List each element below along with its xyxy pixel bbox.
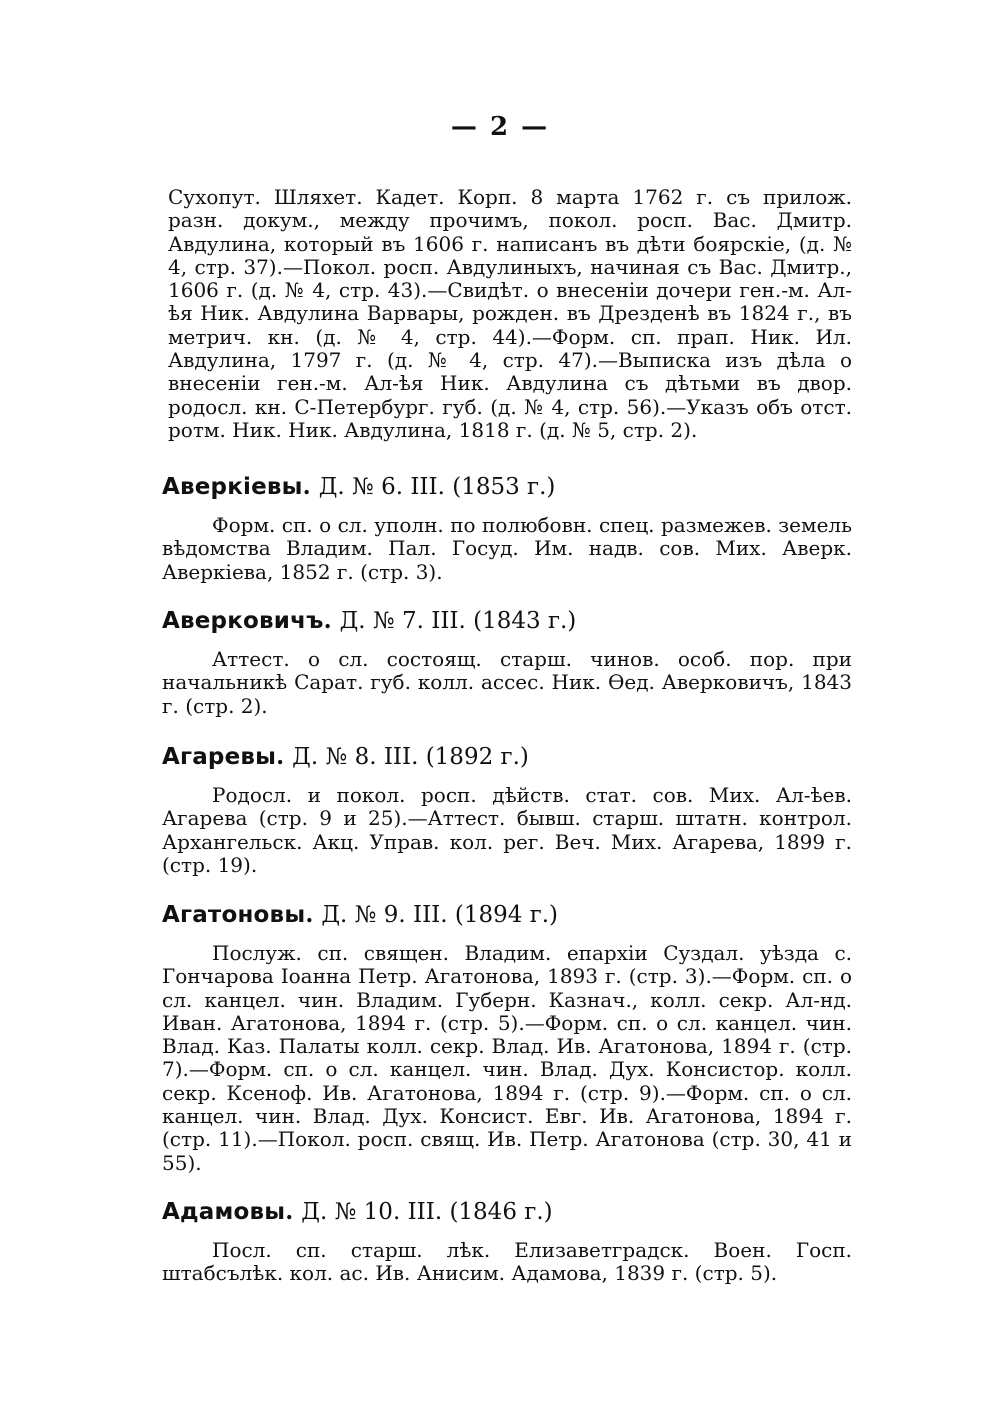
entry-heading: Агаревы. Д. № 8. III. (1892 г.) xyxy=(162,743,529,770)
entry-averkievy xyxy=(162,472,852,584)
entry-text: Форм. сп. о сл. уполн. по полюбовн. спец. размежев. земель вѣдомства Владим. Пал. Госуд. Им. надв. сов. Мих. Аверк. Аверкіева, 1852 г. (стр. 3). xyxy=(162,513,852,584)
entry-heading: Аверкіевы. Д. № 6. III. (1853 г.) xyxy=(162,473,556,500)
entry-text: Посл. сп. старш. лѣк. Елизаветградск. Воен. Госп. штабсълѣк. кол. ас. Ив. Анисим. Адамова, 1839 г. (стр. 5). xyxy=(162,1238,852,1286)
entry-dossier: Д. № 8. III. (1892 г.) xyxy=(292,744,529,770)
intro-paragraph: Сухопут. Шляхет. Кадет. Корп. 8 марта 1762 г. съ прилож. разн. докум., между прочимъ, покол. росп. Вас. Дмитр. Авдулина, который въ 1606 г. написанъ въ дѣти боярскіе, (д. № 4, стр. 37).—Покол. росп. Авдулиныхъ, начиная съ Вас. Дмитр., 1606 г. (д. № 4, стр. 43).—Свидѣт. о внесеніи дочери ген.-м. Ал-ѣя Ник. Авдулина Варвары, рожден. въ Дрезденѣ въ 1824 г., въ метрич. кн. (д. № 4, стр. 44).—Форм. сп. прап. Ник. Ил. Авдулина, 1797 г. (д. № 4, стр. 47).—Выписка изъ дѣла о внесеніи ген.-м. Ал-ѣя Ник. Авдулина съ дѣтьми въ двор. родосл. кн. С-Петербург. губ. (д. № 4, стр. 56).—Указъ объ отст. ротм. Ник. Ник. Авдулина, 1818 г. (д. № 5, стр. 2). xyxy=(168,185,852,442)
entry-surname: Агаревы xyxy=(162,744,277,770)
entry-dossier: Д. № 10. III. (1846 г.) xyxy=(301,1199,553,1225)
entry-dossier: Д. № 7. III. (1843 г.) xyxy=(339,608,577,634)
entry-heading: Адамовы. Д. № 10. III. (1846 г.) xyxy=(162,1198,553,1225)
entry-surname: Агатоновы xyxy=(162,902,306,928)
entry-agarevy xyxy=(162,742,852,877)
page-number: — 2 — xyxy=(450,112,550,142)
entry-text: Аттест. о сл. состоящ. старш. чинов. особ. пор. при начальникѣ Сарат. губ. колл. ассес. Ник. Ѳед. Аверковичъ, 1843 г. (стр. 2). xyxy=(162,647,852,718)
entry-surname: Адамовы xyxy=(162,1199,286,1225)
entry-dossier: Д. № 6. III. (1853 г.) xyxy=(318,474,556,500)
entry-surname: Аверкіевы xyxy=(162,474,303,500)
entry-agatonovy xyxy=(162,900,852,1175)
entry-adamovy xyxy=(162,1197,852,1286)
entry-dossier: Д. № 9. III. (1894 г.) xyxy=(321,902,559,928)
entry-heading: Агатоновы. Д. № 9. III. (1894 г.) xyxy=(162,901,559,928)
entry-text: Родосл. и покол. росп. дѣйств. стат. сов. Мих. Ал-ѣев. Агарева (стр. 9 и 25).—Аттест. бывш. старш. штатн. контрол. Архангельск. Акц. Управ. кол. рег. Веч. Мих. Агарева, 1899 г. (стр. 19). xyxy=(162,783,852,877)
entry-text: Послуж. сп. священ. Владим. епархіи Суздал. уѣзда с. Гончарова Іоанна Петр. Агатонова, 1893 г. (стр. 3).—Форм. сп. о сл. канцел. чин. Владим. Губерн. Казнач., колл. секр. Ал-нд. Иван. Агатонова, 1894 г. (стр. 5).—Форм. сп. о сл. канцел. чин. Влад. Каз. Палаты колл. секр. Влад. Ив. Агатонова, 1894 г. (стр. 7).—Форм. сп. о сл. канцел. чин. Влад. Дух. Консистор. колл. секр. Ксеноф. Ив. Агатонова, 1894 г. (стр. 9).—Форм. сп. о сл. канцел. чин. Влад. Дух. Консист. Евг. Ив. Агатонова, 1894 г. (стр. 11).—Покол. росп. свящ. Ив. Петр. Агатонова (стр. 30, 41 и 55). xyxy=(162,941,852,1175)
entry-averkovich xyxy=(162,606,852,718)
entry-surname: Аверковичъ xyxy=(162,608,324,634)
entry-heading: Аверковичъ. Д. № 7. III. (1843 г.) xyxy=(162,607,577,634)
